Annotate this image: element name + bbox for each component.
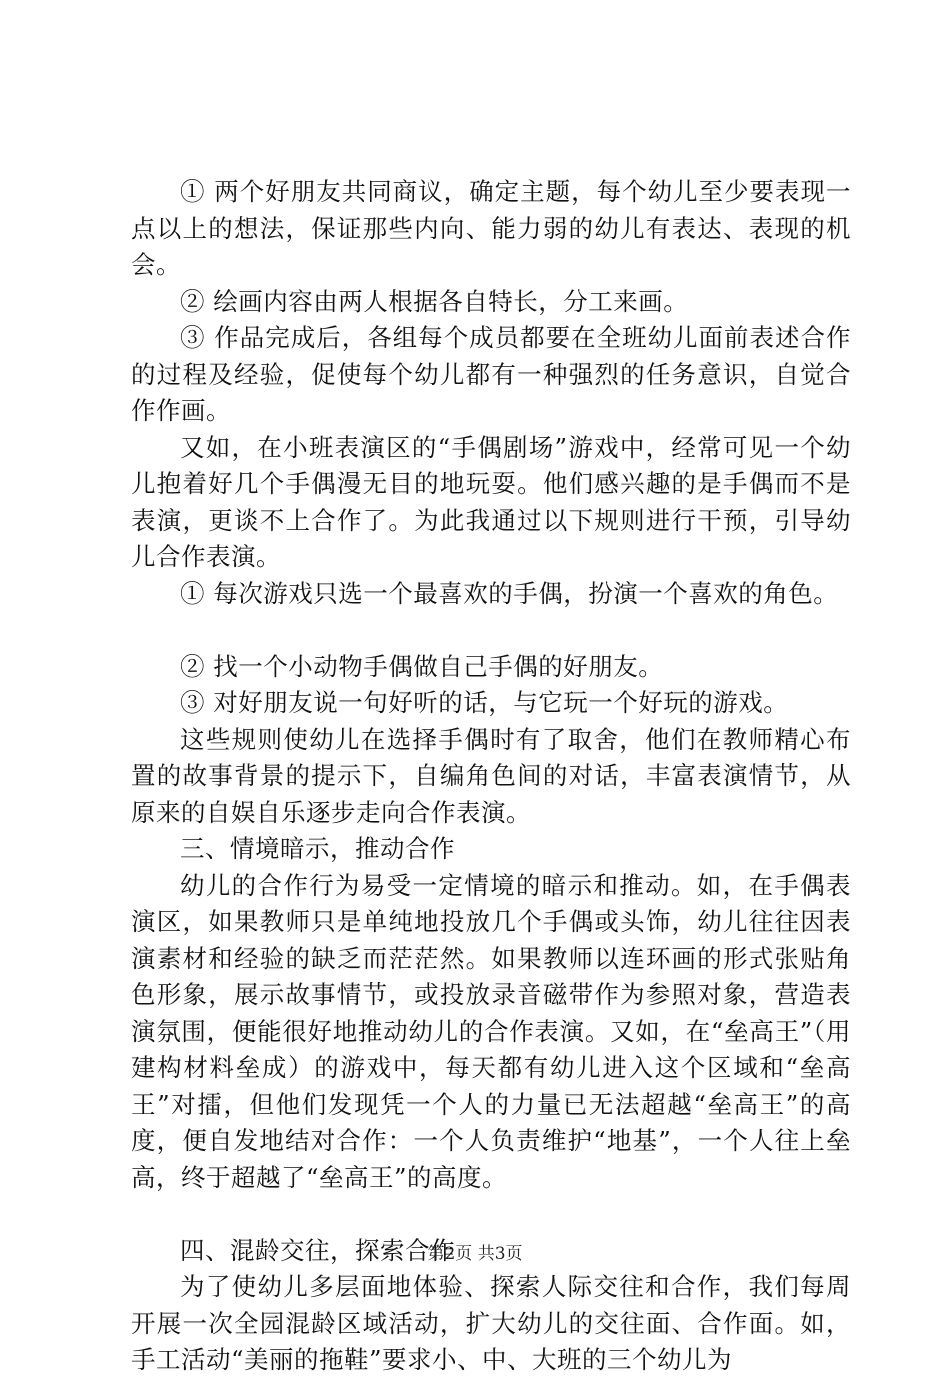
paragraph-7: ③ 对好朋友说一句好听的话，与它玩一个好玩的游戏。 — [180, 688, 789, 717]
paragraph-gap — [131, 1196, 851, 1233]
paragraph-9: 幼儿的合作行为易受一定情境的暗示和推动。如，在手偶表演区，如果教师只是单纯地投放几个手偶或头饰，幼儿往往因表演素材和经验的缺乏而茫茫然。如果教师以连环画的形式张贴角色形象，展示故事情节，或投放录音磁带作为参照对象，营造表演氛围，便能很好地推动幼儿的合作表演。又如，在“垒高王”（用建构材料垒成）的游戏中，每天都有幼儿进入这个区域和“垒高王”对擂，但他们发现凭一个人的力量已无法超越“垒高王”的高度，便自发地结对合作：一个人负责维护“地基”，一个人往上垒高，终于超越了“垒高王”的高度。 — [131, 870, 851, 1192]
paragraph-10: 为了使幼儿多层面地体验、探索人际交往和合作，我们每周开展一次全园混龄区域活动，扩大幼儿的交往面、合作面。如，手工活动“美丽的拖鞋”要求小、中、大班的三个幼儿为 — [131, 1272, 851, 1374]
section-heading-3: 三、情境暗示，推动合作 — [180, 834, 455, 863]
document-body — [131, 174, 851, 1379]
paragraph-8: 这些规则使幼儿在选择手偶时有了取舍，他们在教师精心布置的故事背景的提示下，自编角色间的对话，丰富表演情节，从原来的自娱自乐逐步走向合作表演。 — [131, 724, 851, 827]
paragraph-5: ① 每次游戏只选一个最喜欢的手偶，扮演一个喜欢的角色。 — [180, 578, 839, 608]
paragraph-3: ③ 作品完成后，各组每个成员都要在全班幼儿面前表述合作的过程及经验，促使每个幼儿都有一种强烈的任务意识，自觉合作作画。 — [131, 323, 851, 425]
paragraph-4: 又如，在小班表演区的“手偶剧场”游戏中，经常可见一个幼儿抱着好几个手偶漫无目的地玩耍。他们感兴趣的是手偶而不是表演，更谈不上合作了。为此我通过以下规则进行干预，引导幼儿合作表演。 — [131, 432, 851, 571]
paragraph-6: ② 找一个小动物手偶做自己手偶的好朋友。 — [180, 651, 664, 681]
paragraph-gap — [131, 612, 851, 649]
paragraph-1: ① 两个好朋友共同商议，确定主题，每个幼儿至少要表现一点以上的想法，保证那些内向、能力弱的幼儿有表达、表现的机会。 — [131, 177, 851, 279]
page-footer: 第2页 共3页 — [427, 1244, 523, 1264]
section-heading-4: 四、混龄交往，探索合作 — [180, 1235, 455, 1265]
paragraph-2: ② 绘画内容由两人根据各自特长，分工来画。 — [180, 286, 689, 316]
